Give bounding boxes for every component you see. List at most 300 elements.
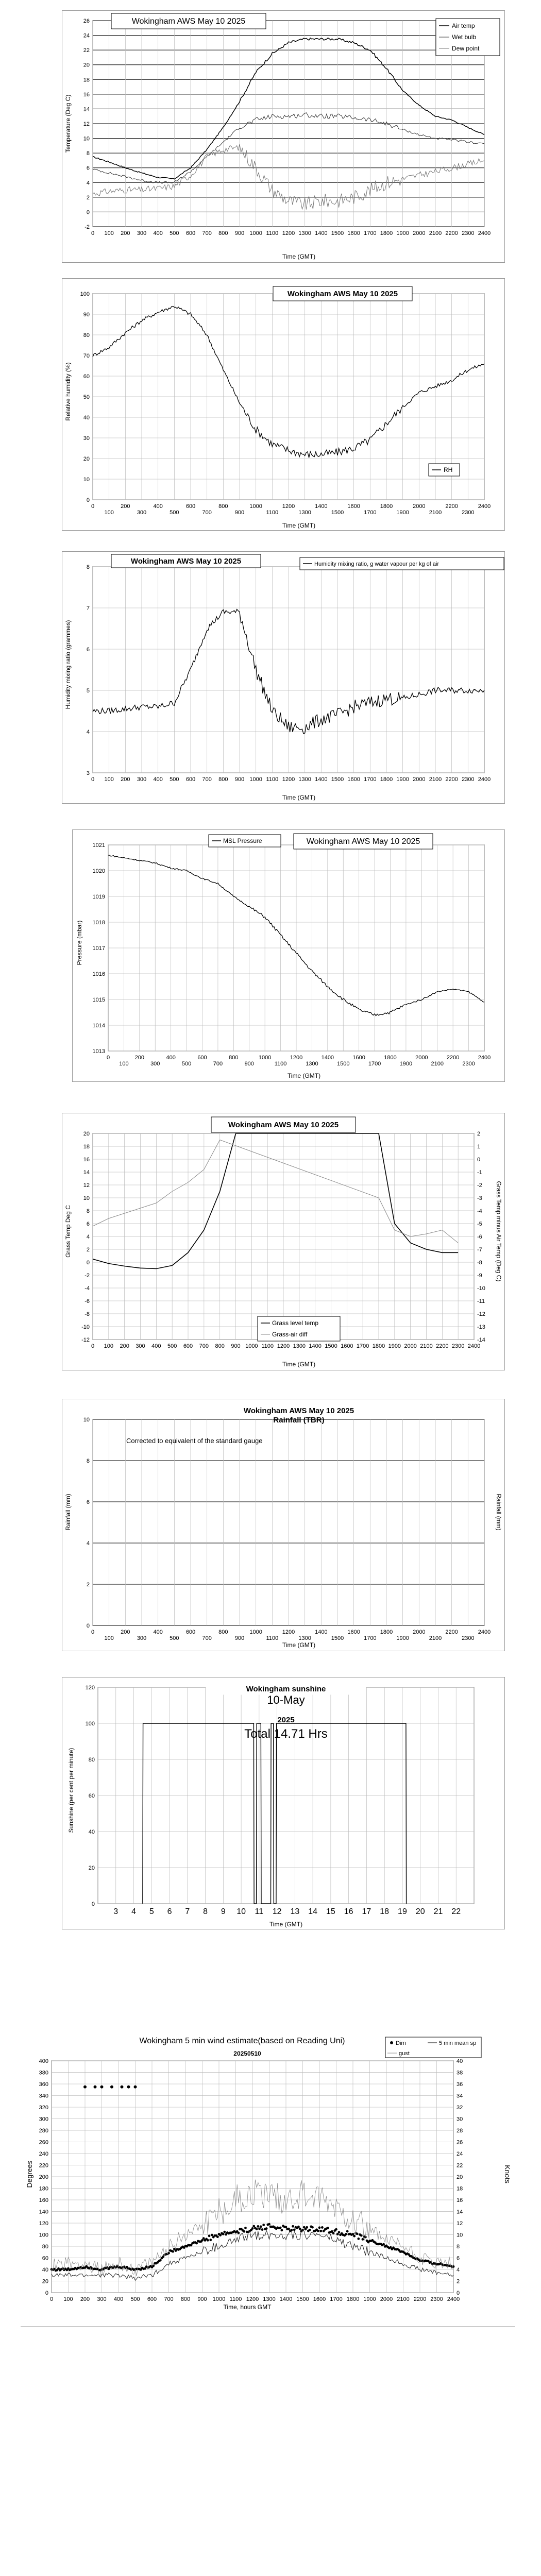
y2-tick-label: 36 (457, 2081, 463, 2088)
x-tick-label: 2400 (467, 1343, 481, 1349)
y2-tick-label: 26 (457, 2139, 463, 2146)
y2-tick-label: 18 (457, 2185, 463, 2192)
legend-mixing: Humidity mixing ratio, g water vapour per kg of air (314, 561, 439, 567)
grid (93, 567, 484, 773)
x-tick-label: 2000 (413, 1629, 426, 1635)
y-tick-label: 160 (39, 2197, 48, 2204)
y-tick-label: 80 (88, 1757, 95, 1763)
dirn-point (299, 2228, 301, 2230)
y-tick-label: 10 (83, 1195, 90, 1201)
y-tick-label: 300 (39, 2116, 48, 2123)
y-tick-label: 4 (86, 729, 90, 735)
y-tick-label: 0 (86, 1260, 90, 1266)
x-tick-label: 2100 (431, 1061, 444, 1067)
x-tick-label: 1500 (337, 1061, 350, 1067)
x-tick-label: 1900 (396, 1635, 409, 1641)
x-tick-label: 1700 (330, 2296, 343, 2302)
y-axis-label: Rainfall (mm) (64, 1494, 72, 1531)
dirn-point (121, 2086, 124, 2089)
grid (93, 1419, 484, 1625)
x-tick-label: 600 (185, 503, 196, 510)
x-axis-label: Time (GMT) (269, 1921, 303, 1928)
x-tick-label: 900 (244, 1061, 254, 1067)
x-tick-label: 1200 (282, 776, 295, 783)
x-tick-label: 2200 (436, 1343, 449, 1349)
y-tick-label: 1020 (92, 868, 105, 874)
x-tick-label: 400 (153, 776, 163, 783)
x-tick-label: 2400 (478, 1629, 491, 1635)
legend-rh: RH (444, 466, 453, 473)
dirn-point (382, 2243, 385, 2246)
x-tick-label: 1400 (315, 1629, 328, 1635)
grid (93, 1133, 474, 1340)
y2-tick-label: -1 (477, 1170, 482, 1176)
y-tick-label: 4 (86, 180, 90, 187)
dirn-point (280, 2229, 283, 2231)
x-tick-label: 2200 (446, 1055, 460, 1061)
y-tick-label: 18 (83, 77, 90, 83)
y-tick-label: 14 (83, 1170, 90, 1176)
y-axis-label: Sunshine (per cent per minute) (67, 1748, 75, 1833)
x-tick-label: 2100 (429, 230, 442, 236)
x-tick-label: 1800 (384, 1055, 397, 1061)
x-tick-label: 400 (113, 2296, 124, 2302)
x-tick-label: 1400 (279, 2296, 293, 2302)
x-tick-label: 2300 (462, 776, 475, 783)
y-tick-label: 90 (83, 312, 90, 318)
y2-tick-label: 16 (457, 2197, 463, 2204)
chart-title: Wokingham AWS May 10 2025 (287, 290, 398, 298)
x-tick-label: 2100 (429, 510, 442, 516)
x-tick-label: 0 (91, 1343, 95, 1349)
y-tick-label: 40 (88, 1829, 95, 1835)
y-tick-label: -4 (84, 1285, 90, 1292)
x-tick-label: 600 (183, 1343, 193, 1349)
x-tick-label: 1300 (306, 1061, 318, 1067)
y-tick-label: 0 (86, 497, 90, 503)
x-tick-label: 1200 (282, 1629, 295, 1635)
dirn-point (357, 2238, 360, 2240)
y-tick-label: 40 (83, 415, 90, 421)
x-tick-label: 700 (199, 1343, 209, 1349)
x-tick-label: 1800 (380, 776, 393, 783)
x-tick-label: 15 (326, 1907, 335, 1916)
x-tick-label: 800 (218, 1629, 228, 1635)
y2-axis-label: Knots (503, 2165, 512, 2183)
dirn-point (318, 2226, 321, 2229)
wind-chart (21, 2035, 515, 2321)
dirn-point (222, 2233, 225, 2235)
dirn-point (335, 2228, 337, 2231)
y-tick-label: -2 (84, 1273, 90, 1279)
y2-tick-label: 8 (457, 2244, 460, 2250)
x-tick-label: 1600 (347, 230, 360, 236)
x-tick-label: 1000 (258, 1055, 272, 1061)
y-tick-label: 100 (80, 291, 90, 297)
dirn-point (223, 2231, 226, 2233)
y-tick-label: 7 (86, 605, 90, 612)
x-tick-label: 1100 (266, 776, 279, 783)
x-tick-label: 1500 (331, 1635, 344, 1641)
x-tick-label: 2200 (445, 1629, 458, 1635)
x-tick-label: 21 (433, 1907, 443, 1916)
x-tick-label: 1600 (347, 503, 360, 510)
y2-tick-label: -8 (477, 1260, 482, 1266)
x-tick-label: 200 (120, 1343, 129, 1349)
y-tick-label: 16 (83, 1157, 90, 1163)
dirn-point (261, 2228, 264, 2231)
y-tick-label: 20 (83, 456, 90, 462)
y2-tick-label: 2 (457, 2278, 460, 2285)
y-tick-label: 0 (86, 209, 90, 216)
pressure-chart (72, 829, 505, 1082)
legend-grass-temp: Grass level temp (272, 1319, 319, 1327)
grid (93, 294, 484, 500)
y-tick-label: -12 (81, 1337, 90, 1343)
y2-tick-label: -13 (477, 1324, 485, 1330)
x-tick-label: 1400 (321, 1055, 334, 1061)
dirn-point (260, 2225, 262, 2228)
y-tick-label: 4 (86, 1540, 90, 1547)
y-tick-label: 1019 (92, 894, 105, 900)
x-tick-label: 2300 (430, 2296, 443, 2302)
x-tick-label: 1800 (380, 230, 393, 236)
dirn-point (356, 2232, 359, 2235)
x-tick-label: 400 (153, 230, 163, 236)
dirn-point (309, 2229, 311, 2231)
y2-tick-label: 2 (477, 1131, 481, 1137)
x-tick-label: 600 (197, 1055, 207, 1061)
y-tick-label: 1018 (92, 920, 105, 926)
x-tick-label: 2300 (451, 1343, 465, 1349)
humidity-chart (62, 278, 505, 531)
x-tick-label: 10 (236, 1907, 246, 1916)
x-tick-label: 300 (137, 1635, 147, 1641)
x-tick-label: 2300 (462, 230, 475, 236)
dirn-point (211, 2234, 213, 2236)
y2-tick-label: 24 (457, 2151, 463, 2157)
x-tick-label: 700 (213, 1061, 223, 1067)
x-tick-label: 1900 (396, 230, 409, 236)
x-axis-label: Time (GMT) (282, 1641, 316, 1649)
dirn-point (152, 2264, 155, 2267)
x-tick-label: 1300 (298, 510, 311, 516)
x-tick-label: 1800 (346, 2296, 360, 2302)
x-tick-label: 2200 (413, 2296, 427, 2302)
legend-swatch-dirn (390, 2041, 393, 2044)
y2-tick-label: -6 (477, 1234, 482, 1240)
dirn-point (110, 2086, 113, 2089)
x-tick-label: 300 (150, 1061, 160, 1067)
x-tick-label: 2400 (478, 503, 491, 510)
y-tick-label: 1015 (92, 997, 105, 1003)
x-tick-label: 800 (229, 1055, 239, 1061)
y-tick-label: 1013 (92, 1048, 105, 1055)
dirn-point (293, 2228, 296, 2231)
dirn-point (251, 2227, 254, 2230)
x-tick-label: 800 (218, 776, 228, 783)
y2-tick-label: 14 (457, 2209, 463, 2215)
x-tick-label: 300 (137, 776, 147, 783)
x-tick-label: 0 (106, 1055, 110, 1061)
x-tick-label: 14 (308, 1907, 318, 1916)
dirn-point (83, 2086, 87, 2089)
y-tick-label: 120 (85, 1685, 95, 1691)
mixing-ratio-chart (62, 551, 505, 804)
y-axis-label: Temperature (Deg C) (64, 94, 72, 153)
x-tick-label: 1500 (325, 1343, 337, 1349)
dirn-point (338, 2231, 341, 2233)
x-tick-label: 2300 (462, 1061, 475, 1067)
y2-tick-label: 6 (457, 2255, 460, 2262)
x-tick-label: 1400 (315, 503, 328, 510)
y-tick-label: 60 (88, 1793, 95, 1799)
x-tick-label: 2400 (478, 1055, 491, 1061)
x-tick-label: 1500 (331, 230, 344, 236)
y-tick-label: 2 (86, 1247, 90, 1253)
y-tick-label: 30 (83, 435, 90, 442)
y-axis-label: Humidity mixing ratio (grammes) (64, 620, 72, 709)
y2-tick-label: 32 (457, 2105, 463, 2111)
dirn-point (244, 2227, 247, 2229)
x-tick-label: 400 (151, 1343, 161, 1349)
x-tick-label: 1100 (266, 510, 279, 516)
x-tick-label: 1200 (282, 230, 295, 236)
x-tick-label: 900 (197, 2296, 207, 2302)
x-tick-label: 3 (113, 1907, 119, 1916)
y2-tick-label: 4 (457, 2267, 460, 2273)
y-tick-label: 100 (85, 1721, 95, 1727)
x-tick-label: 1400 (315, 230, 328, 236)
x-tick-label: 1300 (298, 1635, 311, 1641)
x-tick-label: 2400 (447, 2296, 460, 2302)
x-tick-label: 1700 (364, 1635, 377, 1641)
chart-title: Wokingham AWS May 10 2025 (243, 1406, 354, 1415)
x-tick-label: 1500 (296, 2296, 309, 2302)
x-tick-label: 2000 (413, 230, 426, 236)
x-tick-label: 1500 (331, 776, 344, 783)
x-tick-label: 600 (185, 230, 196, 236)
legend-air-temp: Air temp (452, 22, 475, 29)
grid (93, 21, 484, 227)
y-tick-label: 12 (83, 1182, 90, 1189)
x-tick-label: 1900 (388, 1343, 401, 1349)
x-tick-label: 2400 (478, 776, 491, 783)
y-axis-label: Grass Temp Deg C (64, 1205, 72, 1258)
legend-grass-air-diff: Grass-air diff (272, 1331, 308, 1338)
y-tick-label: 10 (83, 477, 90, 483)
x-tick-label: 700 (202, 1635, 212, 1641)
y-tick-label: 0 (45, 2290, 48, 2296)
x-tick-label: 1200 (282, 503, 295, 510)
y-tick-label: 70 (83, 353, 90, 359)
grid (108, 845, 484, 1051)
sunshine-date: 10-May (267, 1693, 305, 1706)
dirn-point (243, 2230, 245, 2233)
x-tick-label: 1000 (212, 2296, 226, 2302)
dirn-point (208, 2234, 211, 2237)
x-tick-label: 600 (185, 776, 196, 783)
y-axis-label: Relative humidity (%) (64, 362, 72, 421)
y-tick-label: 60 (83, 374, 90, 380)
y-tick-label: 340 (39, 2093, 48, 2099)
x-tick-label: 900 (234, 776, 245, 783)
y-tick-label: 60 (42, 2255, 48, 2262)
y-tick-label: 1014 (92, 1023, 105, 1029)
x-tick-label: 1000 (249, 230, 262, 236)
y2-tick-label: 10 (457, 2232, 463, 2239)
y2-tick-label: 0 (457, 2290, 460, 2296)
dirn-point (127, 2086, 130, 2089)
y-tick-label: 2 (86, 194, 90, 201)
y2-tick-label: -7 (477, 1247, 482, 1253)
x-tick-label: 200 (80, 2296, 90, 2302)
dirn-point (306, 2226, 308, 2229)
sunshine-chart (62, 1677, 505, 1929)
x-tick-label: 2200 (445, 230, 458, 236)
x-tick-label: 900 (234, 230, 245, 236)
x-tick-label: 600 (147, 2296, 157, 2302)
bottom-divider (21, 2326, 515, 2327)
x-tick-label: 1900 (396, 776, 409, 783)
y2-tick-label: 12 (457, 2221, 463, 2227)
y-tick-label: 6 (86, 165, 90, 172)
x-tick-label: 1000 (249, 1629, 262, 1635)
x-tick-label: 2100 (429, 1635, 442, 1641)
x-tick-label: 1900 (399, 1061, 413, 1067)
gauge-note: Corrected to equivalent of the standard gauge (126, 1437, 263, 1445)
y-tick-label: 240 (39, 2151, 48, 2157)
y2-tick-label: 1 (477, 1144, 481, 1150)
x-tick-label: 22 (451, 1907, 461, 1916)
x-tick-label: 500 (167, 1343, 177, 1349)
chart-title: Wokingham AWS May 10 2025 (130, 557, 242, 566)
x-axis-label: Time (GMT) (282, 1361, 316, 1368)
x-tick-label: 500 (170, 510, 179, 516)
dirn-point (257, 2225, 259, 2228)
x-axis-label: Time (GMT) (282, 522, 316, 529)
x-tick-label: 7 (185, 1907, 190, 1916)
y-tick-label: 80 (42, 2244, 48, 2250)
y-tick-label: 14 (83, 106, 90, 113)
dirn-point (345, 2233, 347, 2235)
y-tick-label: -10 (81, 1324, 90, 1330)
x-tick-label: 2000 (380, 2296, 393, 2302)
legend-dirn: Dirn (396, 2040, 407, 2046)
y-tick-label: 100 (39, 2232, 48, 2239)
x-tick-label: 1600 (352, 1055, 365, 1061)
dirn-point (207, 2239, 209, 2242)
x-tick-label: 1400 (315, 776, 328, 783)
x-tick-label: 600 (185, 1629, 196, 1635)
y2-tick-label: 30 (457, 2116, 463, 2123)
dirn-point (262, 2224, 265, 2226)
x-tick-label: 1600 (347, 776, 360, 783)
dirn-point (321, 2226, 324, 2229)
y-tick-label: 400 (39, 2058, 48, 2064)
x-tick-label: 1100 (266, 1635, 279, 1641)
y-tick-label: 80 (83, 332, 90, 338)
x-tick-label: 2000 (413, 503, 426, 510)
y-tick-label: 360 (39, 2081, 48, 2088)
x-axis-label: Time (GMT) (287, 1072, 321, 1079)
x-tick-label: 2300 (462, 1635, 475, 1641)
x-tick-label: 800 (218, 230, 228, 236)
chart-date: 20250510 (233, 2050, 261, 2057)
x-tick-label: 1200 (246, 2296, 259, 2302)
x-tick-label: 9 (221, 1907, 226, 1916)
y-tick-label: 20 (83, 1131, 90, 1137)
y2-tick-label: -10 (477, 1285, 485, 1292)
x-tick-label: 1600 (341, 1343, 353, 1349)
y-tick-label: 3 (86, 770, 90, 776)
dirn-point (265, 2227, 268, 2230)
grass-temperature-chart (62, 1113, 505, 1370)
x-tick-label: 0 (49, 2296, 54, 2302)
x-tick-label: 1100 (274, 1061, 287, 1067)
x-tick-label: 13 (290, 1907, 300, 1916)
dirn-point (238, 2232, 240, 2234)
x-tick-label: 1800 (380, 503, 393, 510)
y2-tick-label: -14 (477, 1337, 485, 1343)
y2-tick-label: 0 (477, 1157, 481, 1163)
x-tick-label: 300 (97, 2296, 107, 2302)
x-tick-label: 2100 (429, 776, 442, 783)
x-tick-label: 2100 (397, 2296, 410, 2302)
y-tick-label: 180 (39, 2185, 48, 2192)
chart-title: Wokingham AWS May 10 2025 (131, 17, 246, 26)
x-tick-label: 400 (153, 503, 163, 510)
y-tick-label: 8 (86, 564, 90, 570)
dirn-point (209, 2239, 212, 2241)
x-tick-label: 1100 (261, 1343, 274, 1349)
x-tick-label: 1100 (266, 230, 279, 236)
x-tick-label: 5 (149, 1907, 154, 1916)
x-tick-label: 100 (104, 776, 114, 783)
x-tick-label: 500 (130, 2296, 140, 2302)
legend-mean-speed: 5 min mean sp (439, 2040, 477, 2046)
x-tick-label: 1700 (364, 776, 377, 783)
y-tick-label: 50 (83, 394, 90, 400)
dirn-point (216, 2235, 219, 2238)
x-tick-label: 19 (398, 1907, 407, 1916)
dirn-point (159, 2259, 162, 2262)
sunshine-year: 2025 (277, 1716, 295, 1724)
x-tick-label: 700 (202, 230, 212, 236)
x-tick-label: 1600 (347, 1629, 360, 1635)
y2-tick-label: -9 (477, 1273, 482, 1279)
dirn-point (256, 2228, 258, 2230)
x-tick-label: 0 (91, 1629, 95, 1635)
x-tick-label: 1300 (263, 2296, 276, 2302)
dirn-point (346, 2230, 349, 2233)
chart-title: Wokingham 5 min wind estimate(based on Reading Uni) (139, 2037, 345, 2045)
dirn-point (134, 2086, 137, 2089)
y-tick-label: 16 (83, 91, 90, 98)
sunshine-total: Total 14.71 Hrs (244, 1727, 328, 1741)
dirn-point (317, 2230, 319, 2232)
x-tick-label: 1900 (396, 510, 409, 516)
x-tick-label: 1700 (364, 230, 377, 236)
x-tick-label: 2200 (445, 776, 458, 783)
chart-subtitle: Rainfall (TBR) (273, 1416, 325, 1425)
x-tick-label: 1800 (372, 1343, 385, 1349)
x-tick-label: 400 (166, 1055, 176, 1061)
x-tick-label: 100 (104, 230, 114, 236)
dirn-point (100, 2086, 104, 2089)
y-tick-label: 1021 (92, 842, 105, 849)
y2-tick-label: -11 (477, 1298, 485, 1304)
